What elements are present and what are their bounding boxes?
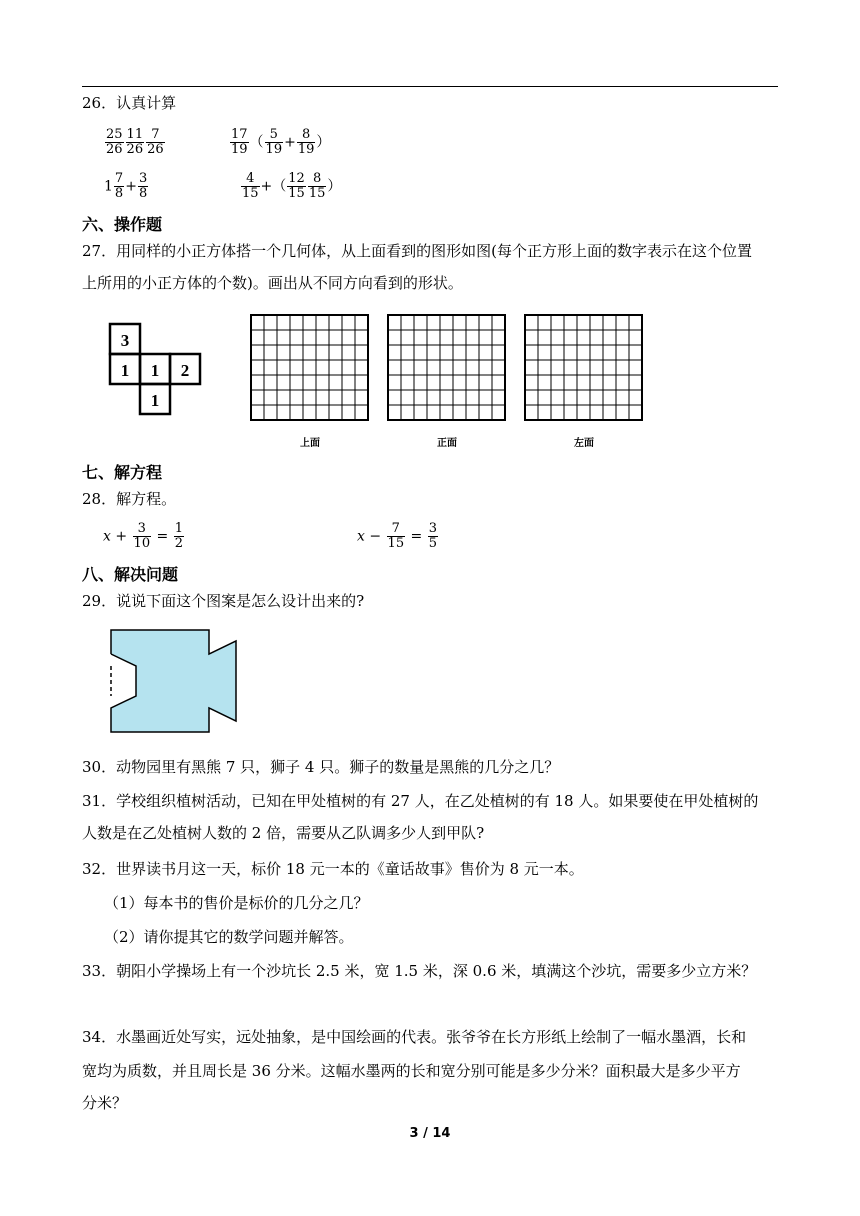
grid-top-view[interactable] — [249, 313, 371, 423]
q28-equation-1: x + $\frac{3}{10}$ = $\frac{1}{2}$ — [103, 521, 184, 551]
page-number: 3 / 14 — [409, 1126, 451, 1141]
q26-expr-1: $\frac{25}{26}$ $\frac{11}{26}$ $\frac{7}{26}$ — [106, 127, 164, 157]
grid-border — [388, 315, 505, 420]
q34-line2: 宽均为质数，并且周长是 36 分米。这幅水墨两的长和宽分别可能是多少分米？面积最大是多少平方 — [82, 1062, 741, 1080]
q27-line2: 上所用的小正方体的个数)。画出从不同方向看到的形状。 — [82, 274, 463, 292]
top-view-figure — [108, 322, 208, 420]
q26-expr-3: 1 $\frac{7}{8}$ + $\frac{3}{8}$ — [104, 171, 148, 201]
grid-left-view[interactable] — [523, 313, 645, 423]
cell-value: 1 — [150, 361, 160, 380]
header-rule — [82, 86, 778, 87]
q28-title: 28．解方程。 — [82, 490, 177, 508]
section-8-heading: 八、解决问题 — [82, 565, 179, 584]
cell-value: 1 — [120, 361, 130, 380]
q26-expr-2: $\frac{17}{19}$ （ $\frac{5}{19}$ + $\frac{8}{19}$ ） — [231, 127, 331, 157]
q31-line1: 31．学校组织植树活动，已知在甲处植树的有 27 人，在乙处植树的有 18 人。如果要使在甲处植树的 — [82, 792, 759, 810]
cell-value: 3 — [120, 331, 130, 350]
label-front: 正面 — [437, 438, 457, 449]
q31-line2: 人数是在乙处植树人数的 2 倍，需要从乙队调多少人到甲队? — [82, 824, 485, 842]
q29-pattern-figure — [104, 628, 240, 734]
q34-line1: 34．水墨画近处写实，远处抽象，是中国绘画的代表。张爷爷在长方形纸上绘制了一幅水墨酒，长和 — [82, 1028, 747, 1046]
q33-text: 33．朝阳小学操场上有一个沙坑长 2.5 米，宽 1.5 米，深 0.6 米，填满这个沙坑，需要多少立方米？ — [82, 962, 757, 980]
grid-front-view[interactable] — [386, 313, 508, 423]
cell-value: 1 — [150, 391, 160, 410]
cell-value: 2 — [180, 361, 190, 380]
grid-border — [525, 315, 642, 420]
q27-line1: 27．用同样的小正方体搭一个几何体，从上面看到的图形如图(每个正方形上面的数字表示在这个位置 — [82, 242, 752, 260]
label-left: 左面 — [574, 438, 594, 449]
q30-text: 30．动物园里有黑熊 7 只，狮子 4 只。狮子的数量是黑熊的几分之几？ — [82, 758, 560, 776]
q32-sub1: （1）每本书的售价是标价的几分之几？ — [104, 894, 369, 912]
section-6-heading: 六、操作题 — [82, 215, 163, 234]
q29-text: 29．说说下面这个图案是怎么设计出来的? — [82, 592, 365, 610]
section-7-heading: 七、解方程 — [82, 463, 163, 482]
q34-line3: 分米？ — [82, 1094, 128, 1112]
q26-expr-4: $\frac{4}{15}$ +（ $\frac{12}{15}$ $\frac{8}{15}$ ） — [242, 171, 342, 201]
q32-line1: 32．世界读书月这一天，标价 18 元一本的《童话故事》售价为 8 元一本。 — [82, 860, 584, 878]
grid-border — [251, 315, 368, 420]
q26-title: 26．认真计算 — [82, 94, 177, 112]
label-top: 上面 — [300, 438, 320, 449]
q28-equation-2: x − $\frac{7}{15}$ = $\frac{3}{5}$ — [357, 521, 438, 551]
q32-sub2: （2）请你提其它的数学问题并解答。 — [104, 928, 354, 946]
